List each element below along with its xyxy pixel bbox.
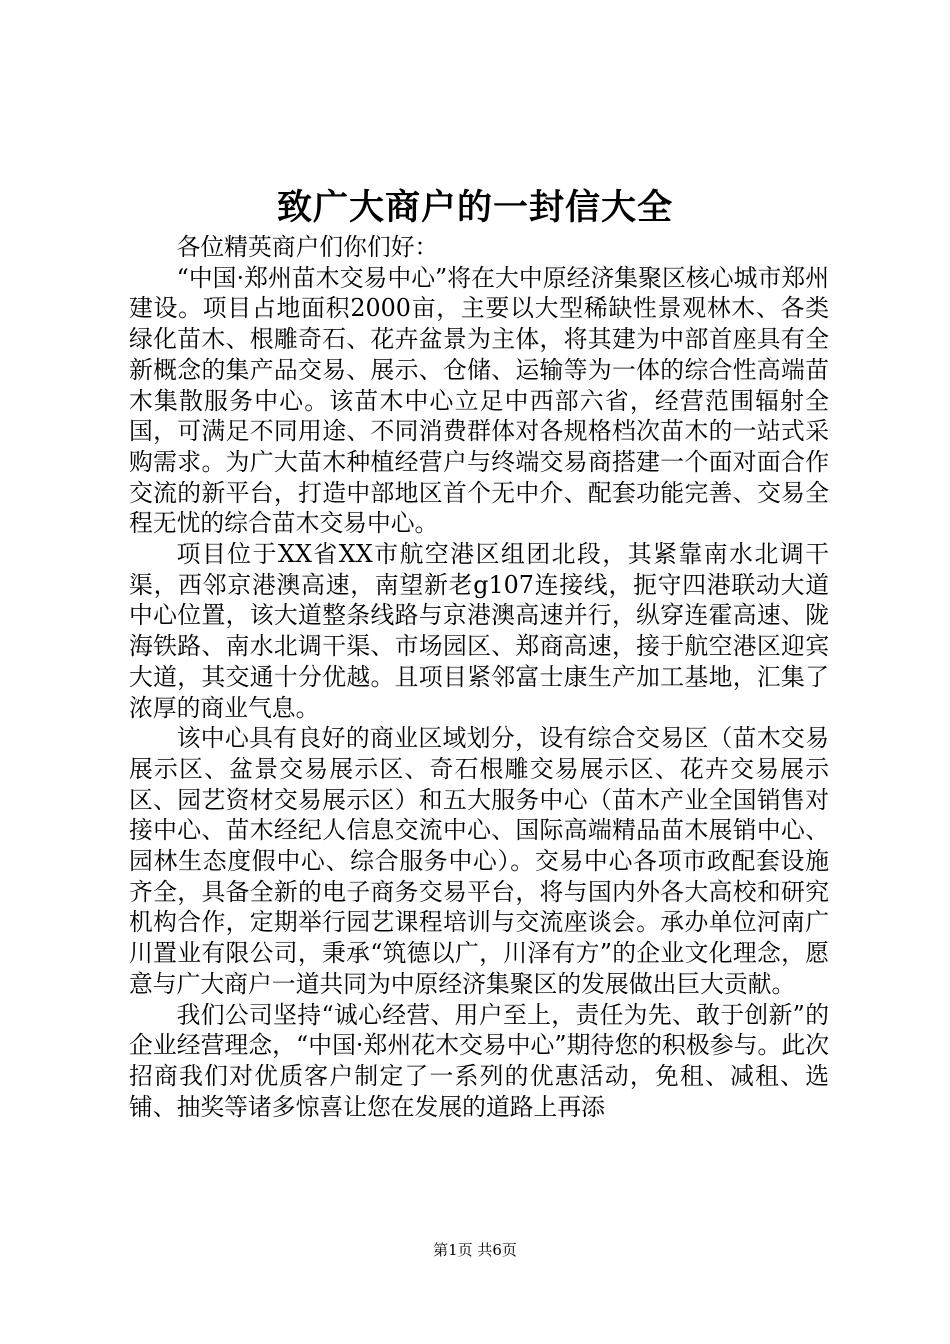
paragraph-location: 项目位于XX省XX市航空港区组团北段，其紧靠南水北调干渠，西邻京港澳高速，南望新老g107连接线，扼守四港联动大道中心位置，该大道整条线路与京港澳高速并行，纵穿连霍高速、陇海铁路、南水北调干渠、市场园区、郑商高速，接于航空港区迎宾大道，其交通十分优越。且项目紧邻富士康生产加工基地，汇集了浓厚的商业气息。: [129, 540, 829, 722]
paragraph-intro: “中国·郑州苗木交易中心”将在大中原经济集聚区核心城市郑州建设。项目占地面积2000亩，主要以大型稀缺性景观林木、各类绿化苗木、根雕奇石、花卉盆景为主体，将其建为中部首座具有全新概念的集产品交易、展示、仓储、运输等为一体的综合性高端苗木集散服务中心。该苗木中心立足中西部六省，经营范围辐射全国，可满足不同用途、不同消费群体对各规格档次苗木的一站式采购需求。为广大苗木种植经营户与终端交易商搭建一个面对面合作交流的新平台，打造中部地区首个无中介、配套功能完善、交易全程无忧的综合苗木交易中心。: [129, 263, 829, 538]
page-footer: 第1页 共6页: [433, 1241, 517, 1259]
document-title: 致广大商户的一封信大全: [276, 187, 673, 228]
paragraph-greeting: 各位精英商户们你们好：: [176, 233, 439, 261]
document-body: [129, 232, 829, 1122]
paragraph-zones: 该中心具有良好的商业区域划分，设有综合交易区（苗木交易展示区、盆景交易展示区、奇石根雕交易展示区、花卉交易展示区、园艺资材交易展示区）和五大服务中心（苗木产业全国销售对接中心、苗木经纪人信息交流中心、国际高端精品苗木展销中心、园林生态度假中心、综合服务中心）。交易中心各项市政配套设施齐全，具备全新的电子商务交易平台，将与国内外各大高校和研究机构合作，定期举行园艺课程培训与交流座谈会。承办单位河南广川置业有限公司，秉承“筑德以广，川泽有方”的企业文化理念，愿意与广大商户一道共同为中原经济集聚区的发展做出巨大贡献。: [129, 724, 829, 998]
paragraph-philosophy: 我们公司坚持“诚心经营、用户至上，责任为先、敢于创新”的企业经营理念，“中国·郑州花木交易中心”期待您的积极参与。此次招商我们对优质客户制定了一系列的优惠活动，免租、减租、选铺、抽奖等诸多惊喜让您在发展的道路上再添: [129, 1000, 829, 1121]
